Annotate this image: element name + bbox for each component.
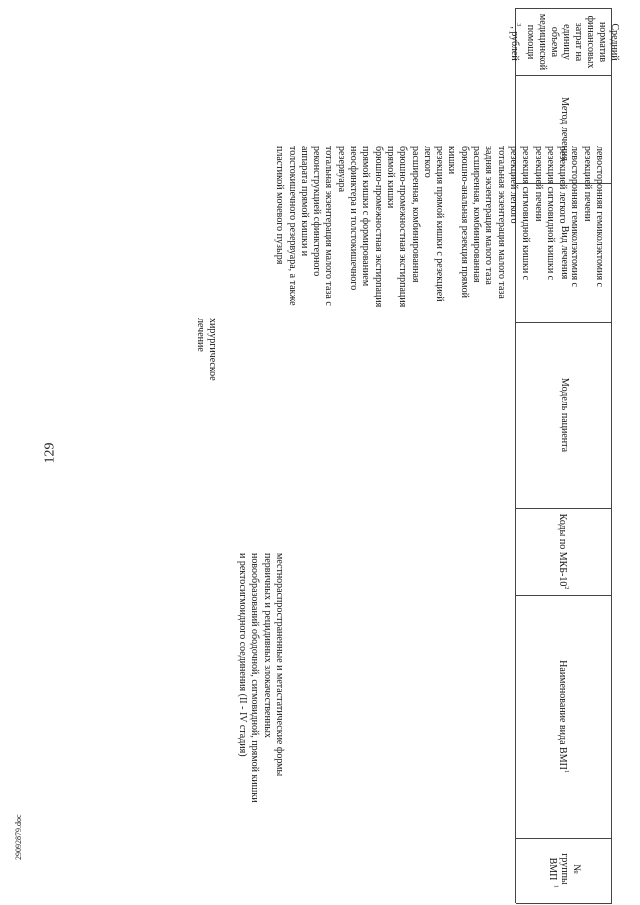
page-number: 129 [42, 442, 58, 464]
method-item: резекция сигмовидной кишки с резекцией легкого [507, 146, 532, 281]
method-item: резекция сигмовидной кишки с резекцией печени [532, 146, 556, 281]
col-sep-7 [516, 903, 612, 904]
header-treatment-type: Вид лечения [559, 225, 570, 280]
method-item: левосторонняя гемиколэктомия с резекцией легкого [557, 146, 581, 287]
document-filename: 29092879.doc [14, 814, 23, 860]
method-item: левосторонняя гемиколэктомия с резекцией печени [581, 146, 605, 287]
method-item: расширенная, комбинированная брюшно-промежностная экстирпация прямой кишки [384, 146, 421, 308]
patient-model-text: местнораспространенные и метастатические формы первичных и рецидивных злокачественных новообразований ободочной, сигмовидной, прямой кишки и ректосигмоидного соединения (II - IV стадия) [237, 553, 285, 803]
method-item: тотальная экзентерация малого таза [495, 146, 507, 299]
method-item: расширенная, комбинированная брюшно-анальная резекция прямой кишки [446, 146, 483, 298]
treatment-methods-list [273, 146, 605, 311]
header-group-number: № группы ВМП$^1$ [547, 853, 582, 888]
table-top-border [611, 8, 612, 903]
header-bottom-border [515, 8, 516, 903]
header-mkb-codes: Коды по МКБ-$10^2$ [557, 513, 569, 590]
method-item: тотальная экзентерация малого таза с реконструкцией сфинктерного аппарата прямой кишки и толстокишечного резервуара, а также пластикой мочевого пузыря [274, 146, 335, 306]
treatment-type-text: хирургическое лечение [194, 318, 218, 381]
col-sep-0 [516, 8, 612, 9]
header-vmp-name: Наименование вида ВМП$^1$ [557, 660, 569, 773]
method-item: брюшно-промежностная экстирпация прямой кишки с формированием неосфинктера и толстокишечного резервуара [335, 146, 384, 308]
rotated-table [62, 8, 620, 903]
method-item: резекция прямой кишки с резекцией легкого [421, 146, 446, 302]
method-item: задняя экзентерация малого таза [483, 146, 495, 285]
header-treatment-method: Метод лечения [559, 97, 570, 161]
header-patient-model: Модель пациента [559, 377, 570, 453]
header-cost: Средний норматив финансовых затрат на единицу объема медицинской помощи$^3$, рублей [509, 13, 620, 71]
